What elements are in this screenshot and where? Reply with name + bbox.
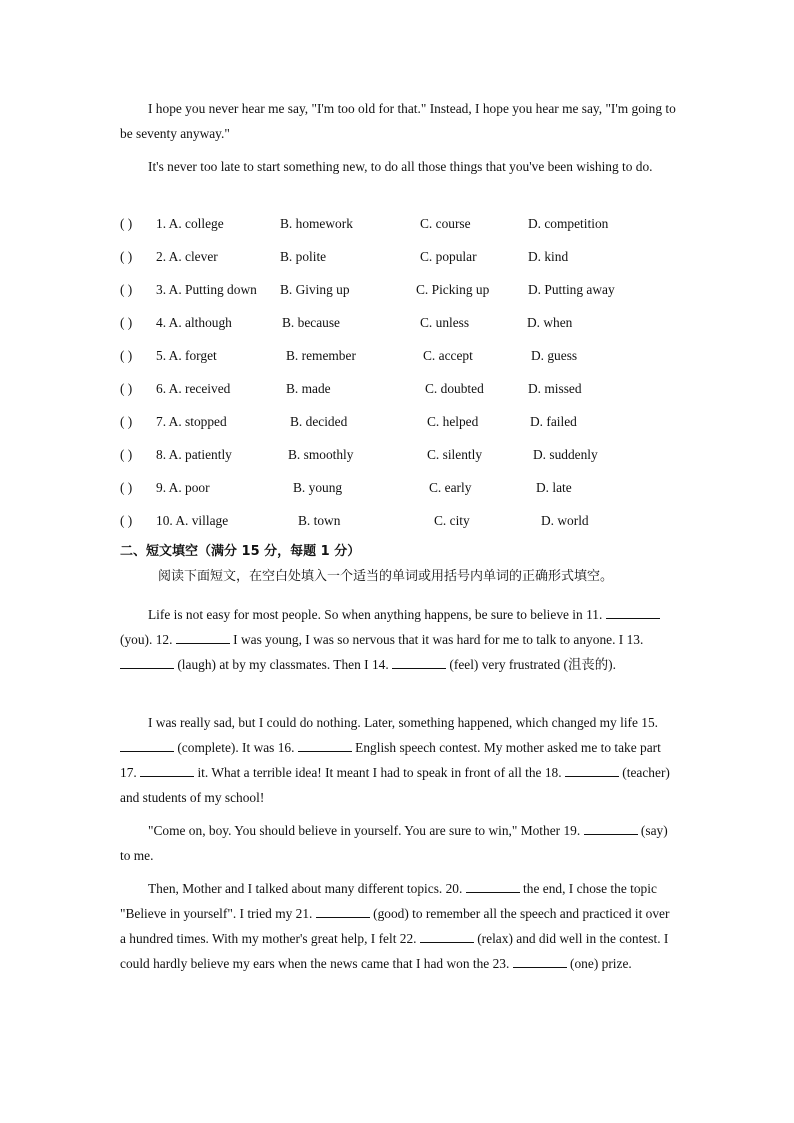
text-segment: I was really sad, but I could do nothing. Later, something happened, which changed my life 15. (148, 715, 659, 730)
option-c: C. unless (420, 315, 470, 330)
option-d: D. world (541, 513, 589, 528)
option-a: 1. A. college (156, 216, 224, 231)
answer-blank[interactable] (584, 822, 638, 835)
answer-blank[interactable] (120, 739, 174, 752)
text-segment: (one) prize. (566, 956, 632, 971)
option-b: B. because (282, 315, 341, 330)
option-d: D. kind (528, 249, 569, 264)
choice-row (120, 345, 680, 367)
choice-row (120, 279, 680, 301)
answer-blank[interactable] (513, 955, 567, 968)
text-segment: "Come on, boy. You should believe in yourself. You are sure to win," Mother 19. (148, 823, 584, 838)
answer-blank[interactable] (420, 930, 474, 943)
choice-row (120, 411, 680, 433)
answer-blank[interactable] (606, 606, 660, 619)
text-segment: (good) to remember all the speech and practiced it over a hundred times. With my mother's great help, I felt 22. (120, 906, 670, 946)
answer-paren: ( ) (120, 282, 133, 297)
option-c: C. popular (420, 249, 477, 264)
answer-paren: ( ) (120, 447, 133, 462)
option-d: D. guess (531, 348, 578, 363)
choice-row (120, 312, 680, 334)
text-segment: Life is not easy for most people. So when anything happens, be sure to believe in 11. (148, 607, 606, 622)
answer-blank[interactable] (565, 764, 619, 777)
option-a: 7. A. stopped (156, 414, 227, 429)
option-d: D. late (536, 480, 572, 495)
passage2-paragraph-2 (120, 710, 676, 810)
option-b: B. town (298, 513, 341, 528)
answer-blank[interactable] (120, 656, 174, 669)
answer-paren: ( ) (120, 348, 133, 363)
text-segment: (laugh) at by my classmates. Then I 14. (174, 657, 393, 672)
option-c: C. early (429, 480, 472, 495)
passage2-paragraph-1 (120, 602, 676, 677)
answer-blank[interactable] (140, 764, 194, 777)
option-c: C. doubted (425, 381, 484, 396)
option-a: 5. A. forget (156, 348, 217, 363)
text-segment: (complete). It was 16. (174, 740, 298, 755)
answer-paren: ( ) (120, 315, 133, 330)
answer-paren: ( ) (120, 414, 133, 429)
option-a: 8. A. patiently (156, 447, 232, 462)
answer-blank[interactable] (298, 739, 352, 752)
option-a: 3. A. Putting down (156, 282, 257, 297)
text-segment: English speech contest. My mother asked me to take part 17. (120, 740, 661, 780)
answer-paren: ( ) (120, 381, 133, 396)
choice-row (120, 444, 680, 466)
option-b: B. homework (280, 216, 353, 231)
answer-blank[interactable] (176, 631, 230, 644)
option-b: B. young (293, 480, 343, 495)
text-segment: (relax) and did well in the contest. I could hardly believe my ears when the news came that I had won the 23. (120, 931, 669, 971)
option-d: D. when (527, 315, 573, 330)
option-c: C. city (434, 513, 470, 528)
text-segment: (say) to me. (120, 823, 668, 863)
option-c: C. silently (427, 447, 483, 462)
option-c: C. Picking up (416, 282, 490, 297)
option-c: C. helped (427, 414, 479, 429)
answer-paren: ( ) (120, 513, 133, 528)
option-c: C. course (420, 216, 471, 231)
option-b: B. remember (286, 348, 356, 363)
option-d: D. competition (528, 216, 609, 231)
choice-row (120, 510, 680, 532)
option-a: 2. A. clever (156, 249, 218, 264)
choice-row (120, 246, 680, 268)
option-b: B. decided (290, 414, 348, 429)
option-a: 6. A. received (156, 381, 231, 396)
option-b: B. polite (280, 249, 327, 264)
choice-row (120, 213, 680, 235)
answer-paren: ( ) (120, 216, 133, 231)
answer-paren: ( ) (120, 480, 133, 495)
passage2-paragraph-3 (120, 818, 676, 868)
text-segment: the end, I chose the topic "Believe in yourself". I tried my 21. (120, 881, 657, 921)
text-segment: (you). 12. (120, 632, 176, 647)
answer-blank[interactable] (316, 905, 370, 918)
section-heading: 二、短文填空（满分 15 分，每题 1 分） (120, 544, 361, 559)
answer-blank[interactable] (392, 656, 446, 669)
option-b: B. made (286, 381, 331, 396)
option-a: 9. A. poor (156, 480, 210, 495)
text-segment: Then, Mother and I talked about many different topics. 20. (148, 881, 466, 896)
choice-row (120, 378, 680, 400)
option-d: D. Putting away (528, 282, 615, 297)
option-a: 4. A. although (156, 315, 232, 330)
section-instruction: 阅读下面短文，在空白处填入一个适当的单词或用括号内单词的正确形式填空。 (158, 569, 614, 584)
option-d: D. failed (530, 414, 577, 429)
option-a: 10. A. village (156, 513, 229, 528)
passage1-paragraph-1: I hope you never hear me say, "I'm too old for that." Instead, I hope you hear me say, "I'm going to be seventy anyway." (120, 101, 676, 141)
option-d: D. missed (528, 381, 582, 396)
option-d: D. suddenly (533, 447, 598, 462)
text-segment: (feel) very frustrated (沮丧的). (446, 657, 616, 672)
passage2-paragraph-4 (120, 876, 676, 976)
answer-blank[interactable] (466, 880, 520, 893)
text-segment: (teacher) and students of my school! (120, 765, 670, 805)
option-b: B. smoothly (288, 447, 354, 462)
answer-paren: ( ) (120, 249, 133, 264)
passage1-paragraph-2: It's never too late to start something new, to do all those things that you've been wishing to do. (148, 159, 653, 174)
choice-row (120, 477, 680, 499)
text-segment: I was young, I was so nervous that it was hard for me to talk to anyone. I 13. (229, 632, 644, 647)
option-c: C. accept (423, 348, 473, 363)
option-b: B. Giving up (280, 282, 350, 297)
text-segment: it. What a terrible idea! It meant I had to speak in front of all the 18. (194, 765, 565, 780)
